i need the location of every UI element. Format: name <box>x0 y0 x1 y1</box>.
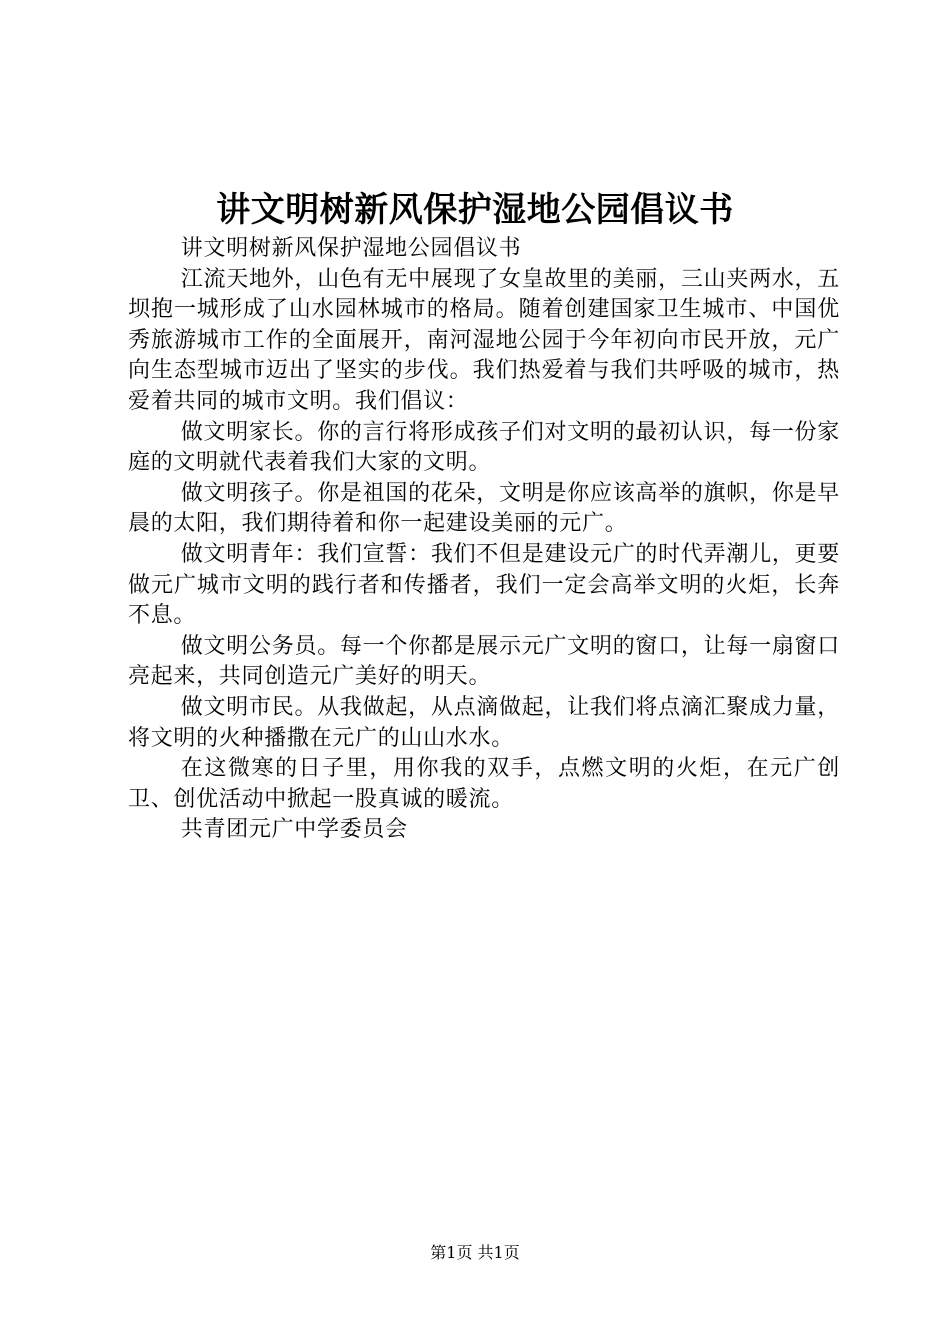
subtitle-paragraph: 讲文明树新风保护湿地公园倡议书 <box>180 236 522 261</box>
signature-paragraph: 共青团元广中学委员会 <box>180 817 408 843</box>
closing-paragraph: 在这微寒的日子里，用你我的双手，点燃文明的火炬，在元广创卫、创优活动中掀起一股真诚的暖流。 <box>128 756 840 812</box>
intro-paragraph: 江流天地外，山色有无中展现了女皇故里的美丽，三山夹两水，五坝抱一城形成了山水园林城市的格局。随着创建国家卫生城市、中国优秀旅游城市工作的全面展开，南河湿地公园于今年初向市民开放，元广向生态型城市迈出了坚实的步伐。我们热爱着与我们共呼吸的城市，热爱着共同的城市文明。我们倡议： <box>128 266 840 414</box>
page-footer: 第1页 共1页 <box>430 1243 520 1262</box>
youth-paragraph: 做文明青年：我们宣誓：我们不但是建设元广的时代弄潮儿，更要做元广城市文明的践行者和传播者，我们一定会高举文明的火炬，长奔不息。 <box>128 541 840 629</box>
document-title: 讲文明树新风保护湿地公园倡议书 <box>216 190 734 230</box>
parents-paragraph: 做文明家长。你的言行将形成孩子们对文明的最初认识，每一份家庭的文明就代表着我们大家的文明。 <box>128 419 840 476</box>
civil-servant-paragraph: 做文明公务员。每一个你都是展示元广文明的窗口，让每一扇窗口亮起来，共同创造元广美好的明天。 <box>128 633 840 690</box>
children-paragraph: 做文明孩子。你是祖国的花朵，文明是你应该高举的旗帜，你是早晨的太阳，我们期待着和你一起建设美丽的元广。 <box>128 480 840 537</box>
citizen-paragraph: 做文明市民。从我做起，从点滴做起，让我们将点滴汇聚成力量，将文明的火种播撒在元广的山山水水。 <box>128 694 840 751</box>
document-body <box>128 234 840 846</box>
